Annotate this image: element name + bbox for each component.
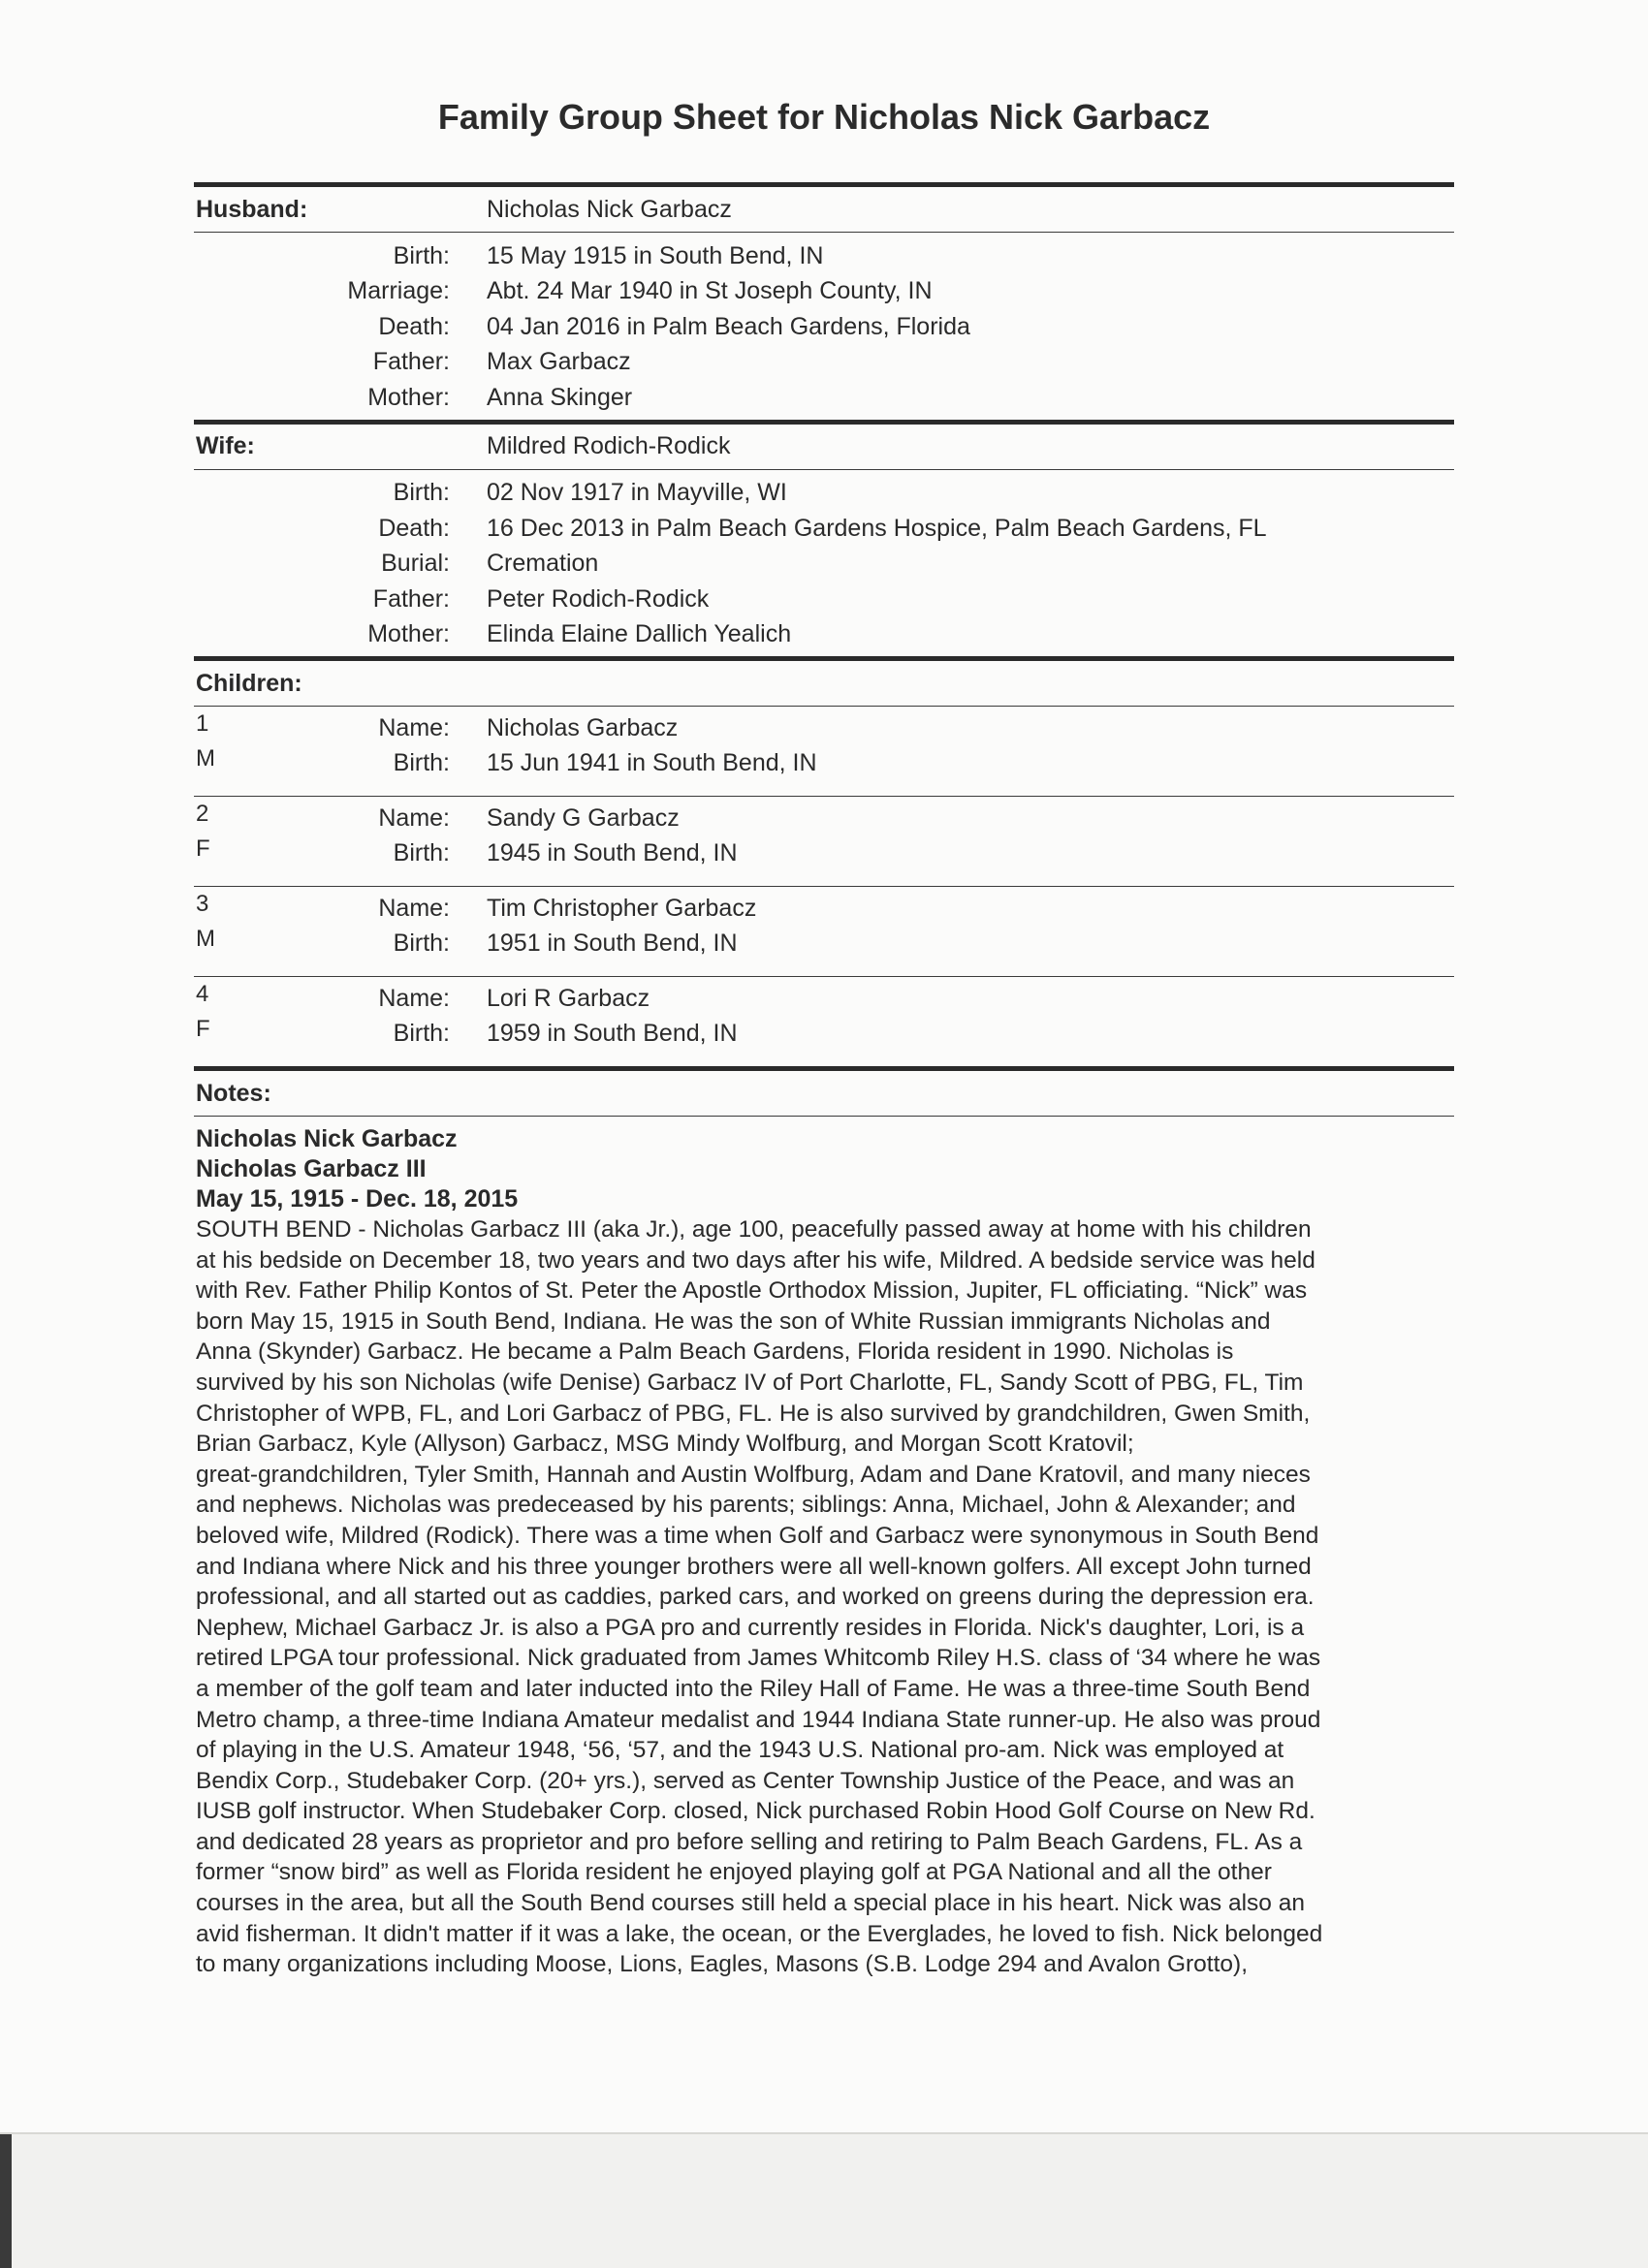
husband-father [194, 345, 1454, 381]
child-entry [194, 707, 1454, 796]
child-name-row [194, 981, 650, 1017]
child-name: Lori R Garbacz [487, 984, 650, 1012]
child-number: 2 [196, 801, 209, 827]
child-birth-row [194, 835, 738, 871]
child-number: 4 [196, 981, 209, 1007]
fact-key: Birth: [393, 929, 450, 957]
obituary-line: Metro champ, a three-time Indiana Amateur medalist and 1944 Indiana State runner-up. He also was proud [196, 1706, 1321, 1733]
fact-key: Death: [378, 514, 450, 542]
obituary-line: retired LPGA tour professional. Nick graduated from James Whitcomb Riley H.S. class of ‘34 where he was [196, 1645, 1321, 1672]
fact-value: 04 Jan 2016 in Palm Beach Gardens, Florida [487, 312, 970, 340]
husband-mother [194, 380, 1454, 416]
wife-name: Mildred Rodich-Rodick [487, 432, 731, 459]
child-birth-row [194, 1016, 738, 1052]
notes-heading-name: Nicholas Nick Garbacz [196, 1125, 458, 1152]
fact-key: Father: [372, 348, 450, 376]
fact-value: Abt. 24 Mar 1940 in St Joseph County, IN [487, 277, 933, 305]
fact-key: Marriage: [347, 277, 450, 305]
fact-value: Anna Skinger [487, 383, 633, 411]
husband-label: Husband: [196, 195, 308, 223]
child-number: 3 [196, 891, 209, 917]
obituary-line: a member of the golf team and later inducted into the Riley Hall of Fame. He was a three-time South Bend [196, 1675, 1311, 1702]
fact-value: 02 Nov 1917 in Mayville, WI [487, 479, 787, 507]
child-birth: 1951 in South Bend, IN [487, 929, 738, 957]
fact-value: Cremation [487, 550, 599, 578]
obituary-line: SOUTH BEND - Nicholas Garbacz III (aka Jr.), age 100, peacefully passed away at home with his children [196, 1216, 1312, 1243]
notes-body [194, 1117, 1454, 1980]
child-birth-row [194, 745, 817, 781]
wife-label: Wife: [196, 432, 255, 459]
child-name-row [194, 891, 756, 927]
obituary-line: beloved wife, Mildred (Rodick). There was a time when Golf and Garbacz were synonymous in South Bend [196, 1522, 1319, 1549]
child-name: Sandy G Garbacz [487, 803, 680, 832]
family-group-sheet [194, 182, 1454, 1980]
fact-key: Mother: [367, 620, 450, 648]
wife-burial [194, 547, 1454, 583]
wife-header [194, 425, 1454, 469]
fact-key: Birth: [393, 1019, 450, 1047]
obituary-line: Nephew, Michael Garbacz Jr. is also a PGA pro and currently resides in Florida. Nick's daughter, Lori, is a [196, 1614, 1305, 1641]
fact-value: Elinda Elaine Dallich Yealich [487, 620, 792, 648]
child-sex: M [196, 926, 215, 952]
wife-mother [194, 617, 1454, 653]
fact-value: Peter Rodich-Rodick [487, 584, 710, 613]
husband-death [194, 309, 1454, 345]
fact-value: 15 May 1915 in South Bend, IN [487, 241, 824, 269]
fact-key: Name: [378, 984, 450, 1012]
husband-marriage [194, 274, 1454, 310]
wife-facts [194, 470, 1454, 657]
obituary-line: and nephews. Nicholas was predeceased by his parents; siblings: Anna, Michael, John & Alexander; and [196, 1492, 1296, 1519]
fact-key: Birth: [393, 838, 450, 866]
obituary-line: great-grandchildren, Tyler Smith, Hannah and Austin Wolfburg, Adam and Dane Kratovil, and many nieces [196, 1461, 1311, 1488]
child-name-row [194, 801, 680, 836]
child-birth: 1959 in South Bend, IN [487, 1019, 738, 1047]
obituary-line: and Indiana where Nick and his three younger brothers were all well-known golfers. All except John turned [196, 1553, 1312, 1580]
child-name-row [194, 710, 678, 746]
child-sex: F [196, 1016, 210, 1042]
child-entry [194, 977, 1454, 1066]
child-entry [194, 797, 1454, 886]
husband-facts [194, 233, 1454, 420]
notes-label: Notes: [196, 1079, 271, 1107]
wife-birth [194, 476, 1454, 512]
scan-edge-shadow [0, 2134, 12, 2268]
husband-header [194, 187, 1454, 232]
wife-father [194, 582, 1454, 617]
notes-heading-obituary-name: Nicholas Garbacz III [196, 1155, 427, 1182]
child-name: Tim Christopher Garbacz [487, 894, 757, 922]
fact-value: Max Garbacz [487, 348, 631, 376]
fact-key: Birth: [393, 241, 450, 269]
husband-name: Nicholas Nick Garbacz [487, 195, 732, 223]
child-birth: 1945 in South Bend, IN [487, 838, 738, 866]
obituary-line: courses in the area, but all the South Bend courses still held a special place in his heart. Nick was also an [196, 1890, 1305, 1917]
obituary-line: Brian Garbacz, Kyle (Allyson) Garbacz, MSG Mindy Wolfburg, and Morgan Scott Kratovil; [196, 1431, 1134, 1458]
children-label: Children: [196, 669, 302, 697]
fact-key: Father: [372, 584, 450, 613]
obituary-line: born May 15, 1915 in South Bend, Indiana. He was the son of White Russian immigrants Nicholas and [196, 1307, 1271, 1335]
fact-value: 16 Dec 2013 in Palm Beach Gardens Hospice, Palm Beach Gardens, FL [487, 514, 1267, 542]
fact-key: Name: [378, 803, 450, 832]
obituary-line: with Rev. Father Philip Kontos of St. Peter the Apostle Orthodox Mission, Jupiter, FL officiating. “Nick” was [196, 1277, 1308, 1305]
fact-key: Mother: [367, 383, 450, 411]
wife-death [194, 511, 1454, 547]
obituary-line: Christopher of WPB, FL, and Lori Garbacz of PBG, FL. He is also survived by grandchildren, Gwen Smith, [196, 1400, 1311, 1427]
obituary-line: professional, and all started out as caddies, parked cars, and worked on greens during the depression era. [196, 1584, 1315, 1611]
scan-bottom-edge [0, 2132, 1648, 2268]
children-header [194, 661, 1454, 706]
obituary-line: survived by his son Nicholas (wife Denise) Garbacz IV of Port Charlotte, FL, Sandy Scott of PBG, FL, Tim [196, 1369, 1304, 1396]
child-birth: 15 Jun 1941 in South Bend, IN [487, 748, 817, 776]
child-sex: F [196, 835, 210, 862]
obituary-line: and dedicated 28 years as proprietor and pro before selling and retiring to Palm Beach Gardens, FL. As a [196, 1828, 1303, 1855]
child-name: Nicholas Garbacz [487, 713, 679, 741]
fact-key: Name: [378, 894, 450, 922]
obituary-line: Bendix Corp., Studebaker Corp. (20+ yrs.), served as Center Township Justice of the Peace, and was an [196, 1767, 1295, 1794]
child-sex: M [196, 745, 215, 772]
notes-heading-dates: May 15, 1915 - Dec. 18, 2015 [196, 1185, 519, 1213]
obituary-line: at his bedside on December 18, two years and two days after his wife, Mildred. A bedside service was held [196, 1246, 1315, 1274]
fact-key: Name: [378, 713, 450, 741]
child-birth-row [194, 926, 738, 961]
obituary-line: avid fisherman. It didn't matter if it was a lake, the ocean, or the Everglades, he loved to fish. Nick belonged [196, 1920, 1323, 1947]
obituary-line: to many organizations including Moose, Lions, Eagles, Masons (S.B. Lodge 294 and Avalon Grotto), [196, 1951, 1248, 1978]
obituary-line: IUSB golf instructor. When Studebaker Corp. closed, Nick purchased Robin Hood Golf Course on New Rd. [196, 1798, 1315, 1825]
husband-birth [194, 238, 1454, 274]
fact-key: Death: [378, 312, 450, 340]
fact-key: Birth: [393, 748, 450, 776]
obituary-line: of playing in the U.S. Amateur 1948, ‘56, ‘57, and the 1943 U.S. National pro-am. Nick was employed at [196, 1737, 1284, 1764]
fact-key: Birth: [393, 479, 450, 507]
child-entry [194, 887, 1454, 976]
obituary-line: Anna (Skynder) Garbacz. He became a Palm Beach Gardens, Florida resident in 1990. Nicholas is [196, 1339, 1234, 1366]
obituary-line: former “snow bird” as well as Florida resident he enjoyed playing golf at PGA National and all the other [196, 1859, 1272, 1886]
fact-key: Burial: [381, 550, 450, 578]
child-number: 1 [196, 710, 209, 737]
page-title: Family Group Sheet for Nicholas Nick Garbacz [437, 97, 1211, 137]
obituary-text [196, 1214, 1454, 1980]
